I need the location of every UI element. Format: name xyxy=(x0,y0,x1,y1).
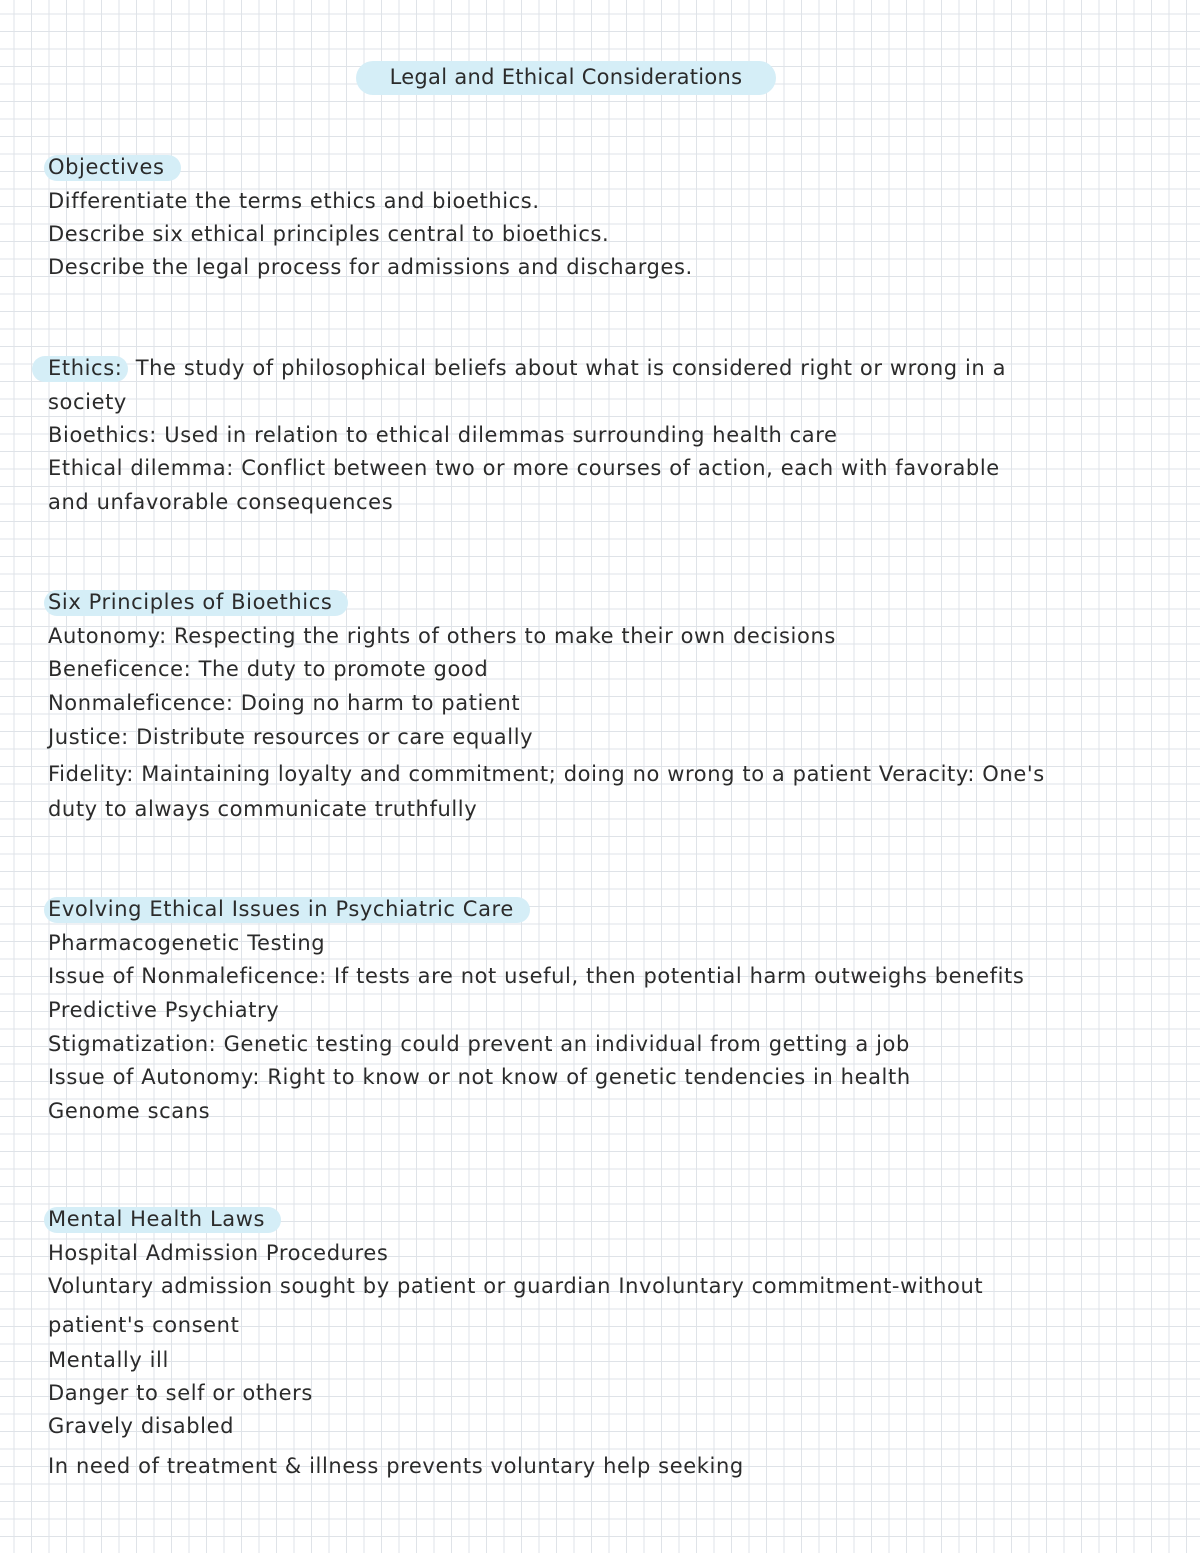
laws-heading xyxy=(48,1202,281,1236)
objective-item: Describe the legal process for admissions and discharges. xyxy=(48,255,693,279)
principle-item: Fidelity: Maintaining loyalty and commitment; doing no wrong to a patient Veracity: One's xyxy=(48,762,1045,786)
laws-item: Gravely disabled xyxy=(48,1414,235,1438)
evolving-heading xyxy=(48,892,530,926)
principle-item: Beneficence: The duty to promote good xyxy=(48,657,489,681)
evolving-item: Genome scans xyxy=(48,1099,211,1123)
principle-item: Nonmaleficence: Doing no harm to patient xyxy=(48,691,521,715)
laws-item: Danger to self or others xyxy=(48,1381,313,1405)
laws-item: Mentally ill xyxy=(48,1348,169,1372)
evolving-item: Issue of Nonmaleficence: If tests are not useful, then potential harm outweighs benefits xyxy=(48,964,1025,988)
page-title: Legal and Ethical Considerations xyxy=(356,61,776,95)
ethics-definition xyxy=(48,351,1006,385)
ethics-definition-continued: society xyxy=(48,390,127,414)
ethics-term: Ethics: xyxy=(32,356,128,382)
ethical-dilemma-definition: Ethical dilemma: Conflict between two or more courses of action, each with favorable xyxy=(48,456,1000,480)
objective-item: Describe six ethical principles central to bioethics. xyxy=(48,222,610,246)
evolving-heading-text: Evolving Ethical Issues in Psychiatric Care xyxy=(44,897,530,923)
principles-heading xyxy=(48,585,348,619)
bioethics-term: Bioethics: xyxy=(48,423,157,447)
bioethics-text: Used in relation to ethical dilemmas surrounding health care xyxy=(156,423,838,447)
objectives-heading-text: Objectives xyxy=(44,155,181,181)
ethical-dilemma-definition-continued: and unfavorable consequences xyxy=(48,490,394,514)
evolving-item: Predictive Psychiatry xyxy=(48,998,280,1022)
laws-item: Voluntary admission sought by patient or guardian Involuntary commitment-without xyxy=(48,1274,984,1298)
principle-item: duty to always communicate truthfully xyxy=(48,797,478,821)
principles-heading-text: Six Principles of Bioethics xyxy=(44,590,348,616)
evolving-item: Pharmacogenetic Testing xyxy=(48,931,326,955)
ethics-text: The study of philosophical beliefs about what is considered right or wrong in a xyxy=(128,356,1007,380)
laws-heading-text: Mental Health Laws xyxy=(44,1207,281,1233)
laws-item: In need of treatment & illness prevents voluntary help seeking xyxy=(48,1454,744,1478)
principle-item: Justice: Distribute resources or care equally xyxy=(48,725,534,749)
laws-item: patient's consent xyxy=(48,1313,240,1337)
bioethics-definition xyxy=(48,418,838,452)
objective-item: Differentiate the terms ethics and bioethics. xyxy=(48,189,540,213)
principle-item: Autonomy: Respecting the rights of others to make their own decisions xyxy=(48,624,836,648)
evolving-item: Issue of Autonomy: Right to know or not know of genetic tendencies in health xyxy=(48,1065,911,1089)
objectives-heading xyxy=(48,150,181,184)
laws-item: Hospital Admission Procedures xyxy=(48,1241,389,1265)
evolving-item: Stigmatization: Genetic testing could prevent an individual from getting a job xyxy=(48,1032,910,1056)
